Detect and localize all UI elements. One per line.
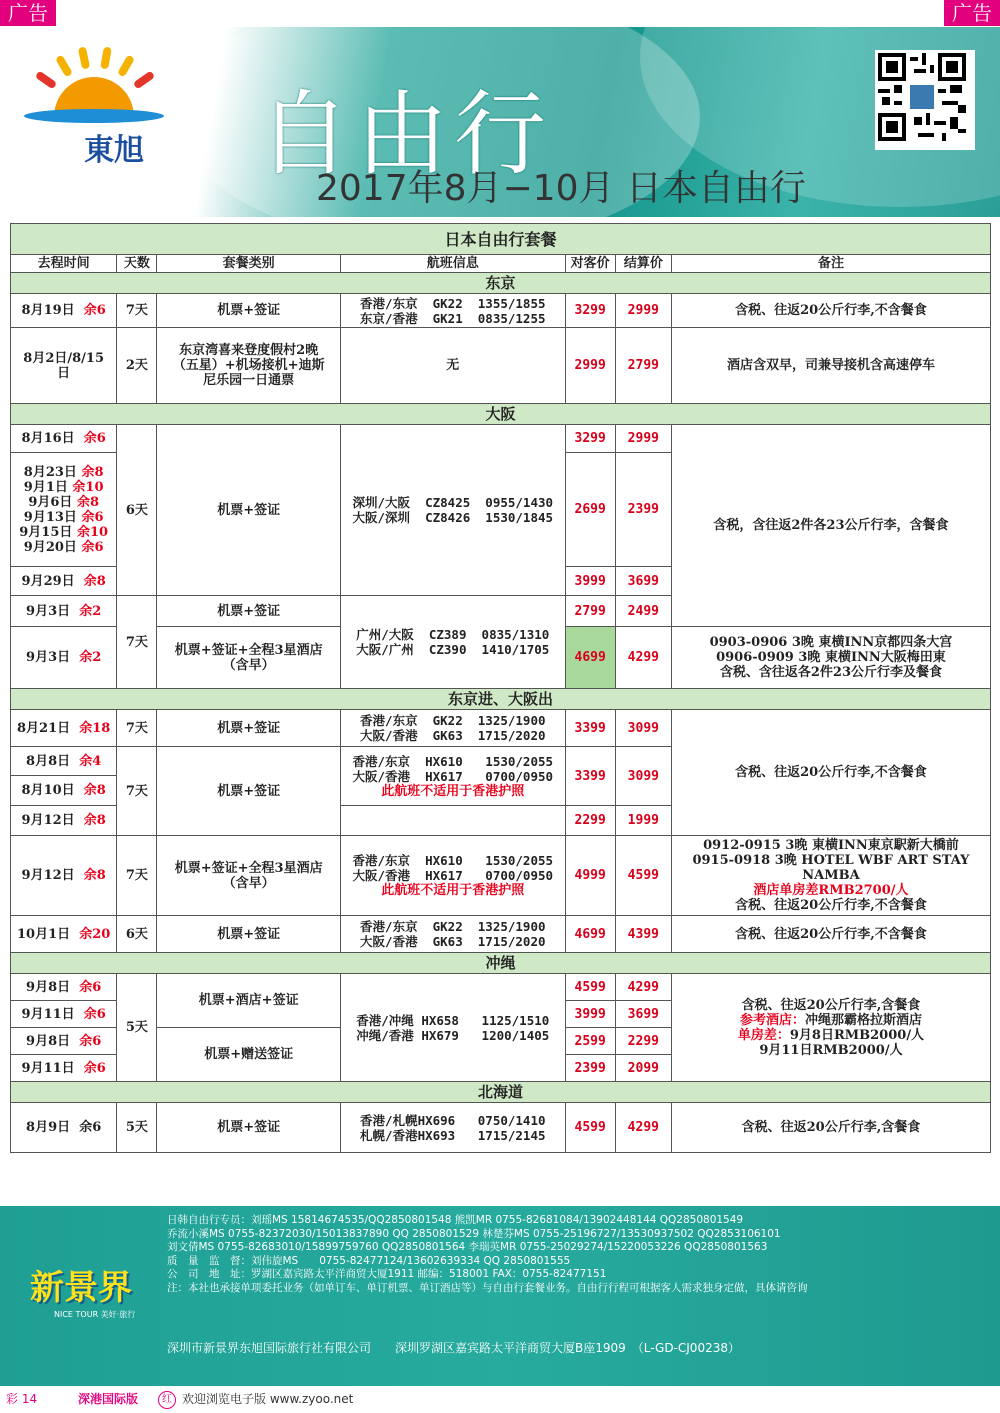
type-cell: 机票+签证 [157,916,341,953]
days-cell: 2天 [117,328,157,404]
type-cell: 机票+签证 [157,1103,341,1153]
date-cell: 8月21日 余18 [11,710,117,747]
type-cell: 东京湾喜来登度假村2晚 （五星）+机场接机+迪斯 尼乐园一日通票 [157,328,341,404]
note-cell: 含税，含往返2件各23公斤行李，含餐食 [671,425,990,627]
note-cell: 0903-0906 3晚 東横INN京都四条大宫 0906-0909 3晚 東横INN大阪梅田東 含税、含往返各2件23公斤行李及餐食 [671,627,990,689]
remain-count: 余6 [79,1120,102,1135]
edition-name: 深港国际版 [78,1392,139,1406]
date-cell: 9月8日 余6 [11,974,117,1001]
col-header-flight: 航班信息 [340,255,565,273]
days-cell: 5天 [117,1103,157,1153]
settle-cell: 2099 [615,1055,671,1082]
price-cell: 2699 [565,453,615,567]
settle-cell: 4299 [615,974,671,1001]
price-cell: 2999 [565,328,615,404]
note-cell: 含税、往返20公斤行李,不含餐食 [671,710,990,836]
settle-cell: 3099 [615,710,671,747]
section-title: 北海道 [11,1082,991,1103]
note-cell: 含税、往返20公斤行李,不含餐食 [671,294,990,328]
price-cell: 4699 [565,916,615,953]
price-cell: 3299 [565,425,615,453]
remain-count: 余2 [79,603,102,619]
flight-cell [340,806,565,836]
note-cell: 含税、往返20公斤行李,含餐食 参考酒店：冲绳那霸格拉斯酒店 单房差：9月8日RMB2000/人 9月11日RMB2000/人 [671,974,990,1082]
days-cell: 7天 [117,596,157,689]
section-title: 冲绳 [11,953,991,974]
note-cell: 含税、往返20公斤行李,不含餐食 [671,916,990,953]
price-cell: 3999 [565,567,615,596]
price-cell: 3399 [565,710,615,747]
settle-cell: 3699 [615,1001,671,1028]
flight-cell: 香港/东京 GK22 1355/1855 东京/香港 GK21 0835/1255 [340,294,565,328]
flight-cell: 无 [340,328,565,404]
remain-count: 余20 [79,926,111,942]
ad-tag-right: 广告 [944,0,1000,26]
table-row [11,425,991,453]
date-cell: 8月16日 余6 [11,425,117,453]
remain-count: 余2 [79,650,102,665]
section-row [11,1082,991,1103]
remain-count: 余8 [83,813,106,828]
price-cell: 2399 [565,1055,615,1082]
remain-count: 余6 [79,1033,102,1049]
ad-tag-left: 广告 [0,0,56,26]
price-cell: 4599 [565,1103,615,1153]
col-header-type: 套餐类别 [157,255,341,273]
date-cell: 8月8日 余4 [11,747,117,776]
flight-cell: 深圳/大阪 CZ8425 0955/1430 大阪/深圳 CZ8426 1530/1845 [340,425,565,596]
price-cell: 3299 [565,294,615,328]
page-subtitle: 2017年8月−10月 日本自由行 [316,168,806,209]
flight-cell: 香港/东京 HX610 1530/2055 大阪/香港 HX617 0700/0950 此航班不适用于香港护照 [340,836,565,916]
date-cell: 9月11日 余6 [11,1001,117,1028]
date-cell: 9月3日 余2 [11,627,117,689]
qr-code [875,50,975,150]
flight-cell: 香港/东京 GK22 1325/1900 大阪/香港 GK63 1715/2020 [340,710,565,747]
remain-count: 余8 [83,573,106,589]
note-cell: 含税、往返20公斤行李,含餐食 [671,1103,990,1153]
date-cell: 8月9日 余6 [11,1103,117,1153]
col-header-days: 天数 [117,255,157,273]
website-link[interactable]: 欢迎浏览电子版 www.zyoo.net [182,1392,354,1406]
table-title-row [11,224,991,255]
section-title: 大阪 [11,404,991,425]
settle-cell: 3699 [615,567,671,596]
type-cell: 机票+签证 [157,710,341,747]
table-row [11,974,991,1001]
date-cell: 9月11日 余6 [11,1055,117,1082]
remain-count: 余6 [83,303,106,318]
section-row [11,273,991,294]
table-row [11,916,991,953]
settle-cell: 1999 [615,806,671,836]
settle-cell: 2999 [615,425,671,453]
section-row [11,689,991,710]
price-cell: 3999 [565,1001,615,1028]
settle-cell: 4299 [615,1103,671,1153]
date-cell: 9月12日 余8 [11,806,117,836]
date-cell: 9月12日 余8 [11,836,117,916]
note-cell: 0912-0915 3晚 東横INN東京駅新大橋前 0915-0918 3晚 HOTEL WBF ART STAY NAMBA 酒店单房差RMB2700/人 含税、往返20公斤行李,不含餐食 [671,836,990,916]
price-cell: 2299 [565,806,615,836]
settle-cell: 4299 [615,627,671,689]
table-row [11,328,991,404]
remain-count: 余6 [83,1060,106,1076]
date-cell: 8月10日 余8 [11,776,117,806]
days-cell: 7天 [117,836,157,916]
days-cell: 7天 [117,747,157,836]
type-cell: 机票+签证 [157,425,341,596]
remain-count: 余6 [83,431,106,446]
settle-cell: 3099 [615,747,671,806]
flight-cell: 香港/东京 GK22 1325/1900 大阪/香港 GK63 1715/2020 [340,916,565,953]
type-cell: 机票+签证+全程3星酒店 （含早） [157,627,341,689]
price-cell: 4999 [565,836,615,916]
table-header-row [11,255,991,273]
table-row [11,1103,991,1153]
date-cell: 8月2日/8/15 日 [11,328,117,404]
date-cell: 10月1日 余20 [11,916,117,953]
settle-cell: 2799 [615,328,671,404]
settle-cell: 2299 [615,1028,671,1055]
brand-logo [14,47,174,167]
type-cell: 机票+签证 [157,596,341,627]
page-title: 自由行 [258,81,553,188]
page-footer-bar [0,1386,1000,1413]
company-address: 深圳市新景界东旭国际旅行社有限公司 深圳罗湖区嘉宾路太平洋商贸大厦B座1909 （L-GD-CJ00238） [167,1341,740,1355]
section-row [11,953,991,974]
days-cell: 7天 [117,294,157,328]
tour-table [10,223,991,1153]
section-title: 东京进、大阪出 [11,689,991,710]
remain-count: 余8 [83,868,106,883]
date-cell: 8月23日 余8 9月1日 余10 9月6日 余8 9月13日 余6 9月15日 余10 9月20日 余6 [11,453,117,567]
table-row [11,294,991,328]
flight-cell: 香港/札幌HX696 0750/1410 札幌/香港HX693 1715/2145 [340,1103,565,1153]
brand-name: 東旭 [84,133,144,168]
type-cell: 机票+签证 [157,747,341,836]
type-cell: 机票+签证+全程3星酒店 （含早） [157,836,341,916]
type-cell: 机票+酒店+签证 [157,974,341,1028]
remain-count: 余6 [79,979,102,995]
remain-count: 余8 [83,783,106,798]
col-header-settle: 结算价 [615,255,671,273]
footer-brand-logo: 新景界 NICE TOUR 美好·旅行 [30,1268,136,1319]
remain-count: 余6 [83,1006,106,1022]
remain-count: 余4 [79,753,102,769]
flight-cell: 香港/冲绳 HX658 1125/1510 冲绳/香港 HX679 1200/1405 [340,974,565,1082]
settle-cell: 2399 [615,453,671,567]
price-cell: 2599 [565,1028,615,1055]
contact-info: 日韩自由行专员：刘瑶MS 15814674535/QQ2850801548 熊凯MR 0755-82681084/13902448144 QQ2850801549 乔流小溪MS 0755-82372030/15013837890 QQ 2850801529 林楚芬MS 0755-25196727/13530937502 QQ2853106101 刘文倩MS 0755-82683010/15899759760 QQ2850801564 李瑞英MR 0755-25029274/15220053226 QQ2850801563 质 量 监 督：刘伟旋MS 0755-82477124/13602639334 QQ 2850801555 公 司 地 址：罗湖区嘉宾路太平洋商贸大厦1911 邮编：518001 FAX：0755-82477151 注：本社也承接单项委托业务（如单订车、单订机票、单订酒店等）与自由行套餐业务。自由行行程可根据客人需求独身定做，具体请咨询 [167,1214,808,1294]
date-cell: 9月8日 余6 [11,1028,117,1055]
days-cell: 5天 [117,974,157,1082]
sea-wave-icon [24,109,164,123]
type-cell: 机票+赠送签证 [157,1028,341,1082]
price-cell: 4599 [565,974,615,1001]
contact-footer [0,1206,1000,1386]
settle-cell: 2999 [615,294,671,328]
type-cell: 机票+签证 [157,294,341,328]
note-cell: 酒店含双早，司兼导接机含高速停车 [671,328,990,404]
col-header-note: 备注 [671,255,990,273]
header-banner [0,27,1000,217]
table-row [11,836,991,916]
remain-count: 余18 [79,720,111,736]
date-cell: 9月3日 余2 [11,596,117,627]
advert-page [0,27,1000,1386]
date-cell: 9月29日 余8 [11,567,117,596]
price-cell: 3399 [565,747,615,806]
page-number: 彩 14 [6,1392,38,1406]
days-cell: 6天 [117,425,157,596]
table-row [11,710,991,747]
col-header-date: 去程时间 [11,255,117,273]
section-title: 东京 [11,273,991,294]
settle-cell: 4599 [615,836,671,916]
date-cell: 8月19日 余6 [11,294,117,328]
price-cell: 2799 [565,596,615,627]
settle-cell: 4399 [615,916,671,953]
red-badge-icon: 红 [158,1391,176,1409]
settle-cell: 2499 [615,596,671,627]
days-cell: 6天 [117,916,157,953]
table-title: 日本自由行套餐 [11,224,991,255]
section-row [11,404,991,425]
flight-cell: 香港/东京 HX610 1530/2055 大阪/香港 HX617 0700/0950 此航班不适用于香港护照 [340,747,565,806]
days-cell: 7天 [117,710,157,747]
col-header-price: 对客价 [565,255,615,273]
flight-cell: 广州/大阪 CZ389 0835/1310 大阪/广州 CZ390 1410/1705 [340,596,565,689]
price-cell: 4699 [565,627,615,689]
